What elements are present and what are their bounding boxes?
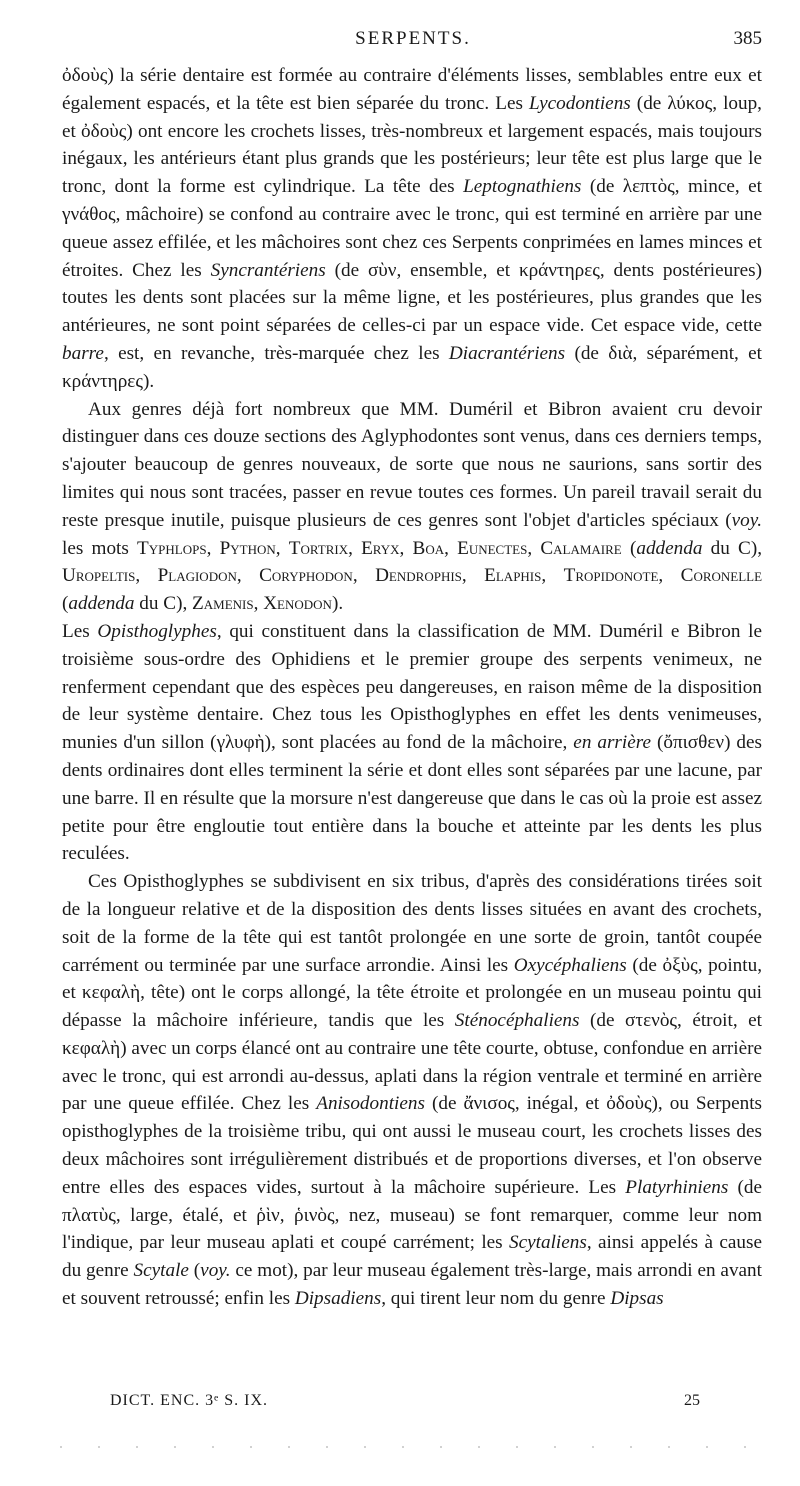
italic-term: Syncrantériens bbox=[210, 259, 326, 281]
genus-name: Xenodon bbox=[263, 593, 332, 615]
text-run: ὀδοὺς) la série dentaire est formée au contraire d'éléments lisses, semblables entre eux et également espacés, et la tête est bien séparée du tronc. Les bbox=[62, 65, 762, 114]
text-run: (ὄπισθεν) des dents ordinaires dont elles terminent la série et dont elles sont séparées par une lacune, par une barre. Il en résulte que la morsure n'est dangereuse que dans le cas où la proie est assez petite pour être engloutie tout entière dans la bouche et atteinte par les dents les plus reculées. bbox=[62, 732, 762, 865]
text-run: du C), bbox=[134, 593, 193, 615]
text-run: , bbox=[275, 537, 289, 559]
italic-term: Opisthoglyphes bbox=[97, 620, 217, 642]
running-title: SERPENTS. bbox=[355, 28, 471, 49]
italic-term: Dipsadiens bbox=[294, 1288, 382, 1310]
text-run: , qui constituent dans la classification de MM. Duméril e Bibron le troisième sous-ordre des Ophidiens et le premier groupe des serpents venimeux, ne renferment cependant que des espèces peu dangereuses, en raison même de la disposition de leur système dentaire. Chez tous les Opisthoglyphes en effet les dents venimeuses, munies d'un sillon (γλυφὴ), sont placées au fond de la mâchoire, bbox=[62, 620, 762, 754]
text-run: (de στενὸς, étroit, et κεφαλὴ) avec un corps élancé ont au contraire une tête courte, obtuse, confondue en arrière avec le tronc, qui est arrondi au-dessus, aplati dans la région ventrale et terminé en arrière par une queue effilée. Chez les bbox=[62, 1010, 762, 1115]
text-run: , bbox=[541, 565, 564, 587]
text-run: ( bbox=[62, 593, 69, 615]
paragraph-1 bbox=[62, 62, 762, 396]
italic-term: voy. bbox=[200, 1260, 231, 1282]
italic-term: Lycodontiens bbox=[529, 92, 631, 114]
text-run: , est, en revanche, très-marquée chez les bbox=[103, 342, 449, 364]
text-run: , bbox=[658, 565, 681, 587]
text-run: , bbox=[253, 593, 264, 615]
text-run: (de σὺν, ensemble, et κράντηρες, dents postérieures) toutes les dents sont placées sur la même ligne, et les postérieures, plus grandes que les antérieures, ne sont point séparées de celles-ci par un espace vide. Cet espace vide, cette bbox=[62, 259, 763, 337]
text-run: ( bbox=[621, 537, 637, 559]
italic-term: Dipsas bbox=[610, 1288, 664, 1310]
italic-term: Scytale bbox=[133, 1260, 189, 1282]
text-run: , bbox=[399, 537, 413, 559]
genus-name: Plagiodon bbox=[157, 565, 237, 587]
text-run: , bbox=[444, 537, 458, 559]
genus-name: Boa bbox=[412, 537, 445, 559]
italic-term: Oxycéphaliens bbox=[513, 954, 627, 976]
italic-term: barre bbox=[62, 342, 104, 364]
text-run: Aux genres déjà fort nombreux que MM. Duméril et Bibron avaient cru devoir distinguer dans ces douze sections des Aglyphodontes sont venus, dans ces derniers temps, s'ajouter beaucoup de genres nouveaux, de sorte que nous ne saurions, sans sortir des limites qui nous sont tracées, passer en revue toutes ces formes. Un pareil travail serait du reste presque inutile, puisque plusieurs de ces genres sont l'objet d'articles spéciaux ( bbox=[62, 398, 762, 531]
genus-name: Coronelle bbox=[680, 565, 763, 587]
italic-term: en arrière bbox=[573, 732, 652, 754]
body-text bbox=[62, 62, 762, 1313]
italic-term: Sténocéphaliens bbox=[454, 1010, 580, 1032]
text-run: , ainsi appelés à cause du genre bbox=[62, 1232, 763, 1282]
genus-name: Coryphodon bbox=[259, 565, 353, 587]
text-run: , bbox=[236, 565, 260, 587]
text-run: , bbox=[206, 537, 220, 559]
sheet-number: 25 bbox=[684, 1392, 700, 1409]
text-run: ce mot), par leur museau également très-large, mais arrondi en avant et souvent retroussé; enfin les bbox=[62, 1260, 762, 1310]
printer-signature: DICT. ENC. 3ᵉ S. IX. bbox=[110, 1392, 269, 1409]
italic-term: addenda bbox=[636, 537, 703, 559]
genus-name: Calamaire bbox=[540, 537, 622, 559]
genus-name: Uropeltis bbox=[62, 565, 136, 587]
italic-term: addenda bbox=[68, 593, 135, 615]
page-number: 385 bbox=[733, 28, 762, 49]
italic-term: voy. bbox=[731, 509, 762, 531]
text-run: , bbox=[135, 565, 158, 587]
text-run: , bbox=[352, 565, 376, 587]
italic-term: Scytaliens bbox=[509, 1232, 587, 1254]
text-run: , bbox=[348, 537, 362, 559]
text-run: , bbox=[461, 565, 485, 587]
text-run: Ces Opisthoglyphes se subdivisent en six tribus, d'après des considérations tirées soit de la longueur relative et de la disposition des dents lisses situées en avant des crochets, soit de la forme de la tête qui est tantôt prolongée en une sorte de groin, tantôt coupée carrément ou terminée par une surface arrondie. Ainsi les bbox=[62, 871, 762, 976]
italic-term: Leptognathiens bbox=[463, 176, 582, 198]
text-run: ( bbox=[188, 1260, 201, 1282]
italic-term: Anisodontiens bbox=[316, 1093, 425, 1115]
genus-name: Python bbox=[219, 537, 276, 559]
text-run: (de πλατὺς, large, étalé, et ῥὶν, ῥινὸς, nez, museau) se font remarquer, comme leur nom l'indique, par leur museau aplati et coupé carrément; les bbox=[62, 1176, 762, 1254]
paragraph-2 bbox=[62, 396, 762, 618]
paragraph-4 bbox=[62, 868, 762, 1313]
text-run: les mots bbox=[62, 537, 138, 559]
text-run: (de ὀξὺς, pointu, et κεφαλὴ, tête) ont le corps allongé, la tête étroite et prolongée en un museau pointu qui dépasse la mâchoire inférieure, tandis que les bbox=[62, 954, 762, 1032]
text-run: (de διὰ, séparément, et κράντηρες). bbox=[62, 342, 763, 392]
text-run: Les bbox=[62, 620, 98, 642]
genus-name: Elaphis bbox=[484, 565, 542, 587]
genus-name: Eryx bbox=[361, 537, 400, 559]
page-header bbox=[64, 28, 762, 56]
genus-name: Typhlops bbox=[137, 537, 207, 559]
text-run: , bbox=[527, 537, 541, 559]
text-run: (de λύκος, loup, et ὀδοὺς) ont encore les crochets lisses, très-nombreux et largement espacés, mais toujours inégaux, les antérieurs étant plus grands que les postérieurs; leur tête est plus large que le tronc, dont la forme est cylindrique. La tête des bbox=[62, 92, 762, 198]
genus-name: Tropidonote bbox=[563, 565, 659, 587]
text-run: ). bbox=[331, 593, 344, 615]
text-run: (de ἄνισος, inégal, et ὀδοὺς), ou Serpents opisthoglyphes de la troisième tribu, qui ont aussi le museau court, les crochets lisses des deux mâchoires sont irrégulièrement distribués et de proportions diverses, et l'on observe entre elles des espaces vides, surtout à la mâchoire supérieure. Les bbox=[62, 1093, 762, 1198]
paragraph-3 bbox=[62, 618, 762, 868]
genus-name: Eunectes bbox=[457, 537, 528, 559]
text-run: du C), bbox=[702, 537, 763, 559]
text-run: , qui tirent leur nom du genre bbox=[381, 1288, 611, 1310]
show-through-marks bbox=[60, 1446, 760, 1448]
text-run: (de λεπτὸς, mince, et γνάθος, mâchoire) se confond au contraire avec le tronc, qui est terminé en arrière par une queue assez effilée, et les mâchoires sont chez ces Serpents conprimées en lames minces et étroites. Chez les bbox=[62, 176, 762, 281]
page-footer bbox=[110, 1392, 700, 1416]
genus-name: Tortrix bbox=[288, 537, 349, 559]
italic-term: Platyrhiniens bbox=[625, 1176, 729, 1198]
italic-term: Diacrantériens bbox=[448, 342, 566, 364]
genus-name: Dendrophis bbox=[375, 565, 462, 587]
genus-name: Zamenis bbox=[192, 593, 254, 615]
